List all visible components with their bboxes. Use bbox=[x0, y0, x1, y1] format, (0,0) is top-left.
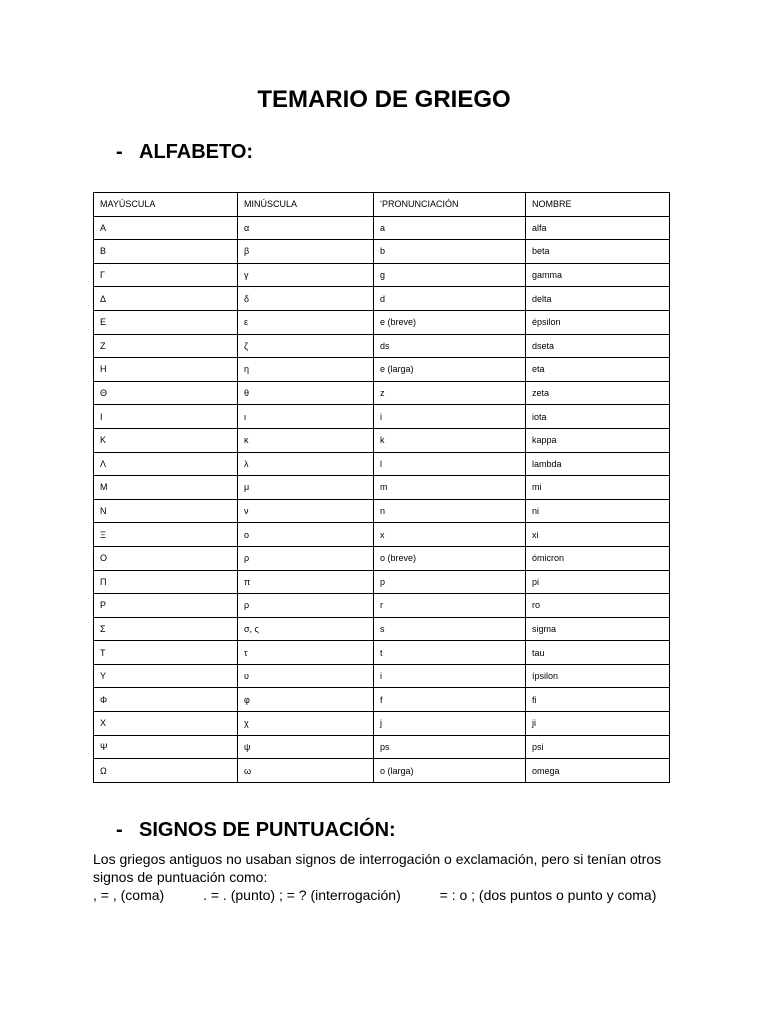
table-row bbox=[94, 546, 670, 570]
cell-minuscula: μ bbox=[238, 476, 374, 500]
cell-nombre: gamma bbox=[526, 263, 670, 287]
cell-pronunciacion: z bbox=[374, 381, 526, 405]
punctuation-signs-line: , = , (coma) . = . (punto) ; = ? (interrogación) = : o ; (dos puntos o punto y coma) bbox=[93, 887, 657, 903]
cell-minuscula: λ bbox=[238, 452, 374, 476]
cell-mayuscula: Β bbox=[94, 240, 238, 264]
table-row bbox=[94, 310, 670, 334]
cell-pronunciacion: r bbox=[374, 594, 526, 618]
table-row bbox=[94, 570, 670, 594]
table-header-row bbox=[94, 193, 670, 217]
cell-minuscula: χ bbox=[238, 712, 374, 736]
cell-mayuscula: Θ bbox=[94, 381, 238, 405]
cell-minuscula: δ bbox=[238, 287, 374, 311]
cell-mayuscula: Χ bbox=[94, 712, 238, 736]
cell-minuscula: φ bbox=[238, 688, 374, 712]
cell-pronunciacion: s bbox=[374, 617, 526, 641]
cell-minuscula: ε bbox=[238, 310, 374, 334]
table-row bbox=[94, 452, 670, 476]
cell-minuscula: ρ bbox=[238, 546, 374, 570]
heading-text: SIGNOS DE PUNTUACIÓN: bbox=[139, 819, 396, 841]
column-header-minuscula: MINÚSCULA bbox=[238, 193, 374, 217]
section-heading-puntuacion bbox=[116, 819, 396, 842]
cell-pronunciacion: m bbox=[374, 476, 526, 500]
greek-alphabet-table bbox=[93, 192, 670, 783]
cell-minuscula: ρ bbox=[238, 594, 374, 618]
table-row bbox=[94, 594, 670, 618]
cell-mayuscula: Κ bbox=[94, 428, 238, 452]
cell-minuscula: κ bbox=[238, 428, 374, 452]
cell-pronunciacion: k bbox=[374, 428, 526, 452]
cell-mayuscula: Ι bbox=[94, 405, 238, 429]
cell-minuscula: ζ bbox=[238, 334, 374, 358]
cell-minuscula: η bbox=[238, 358, 374, 382]
table-body bbox=[94, 216, 670, 782]
cell-pronunciacion: g bbox=[374, 263, 526, 287]
cell-pronunciacion: b bbox=[374, 240, 526, 264]
cell-nombre: fi bbox=[526, 688, 670, 712]
cell-mayuscula: Μ bbox=[94, 476, 238, 500]
heading-bullet: - bbox=[116, 819, 123, 841]
cell-minuscula: ω bbox=[238, 759, 374, 783]
table-row bbox=[94, 759, 670, 783]
table-row bbox=[94, 735, 670, 759]
table-row bbox=[94, 523, 670, 547]
cell-pronunciacion: o (breve) bbox=[374, 546, 526, 570]
table-row bbox=[94, 405, 670, 429]
cell-nombre: ípsilon bbox=[526, 664, 670, 688]
cell-mayuscula: Σ bbox=[94, 617, 238, 641]
cell-pronunciacion: j bbox=[374, 712, 526, 736]
cell-mayuscula: Δ bbox=[94, 287, 238, 311]
cell-mayuscula: Α bbox=[94, 216, 238, 240]
cell-nombre: ómicron bbox=[526, 546, 670, 570]
cell-minuscula: θ bbox=[238, 381, 374, 405]
cell-minuscula: α bbox=[238, 216, 374, 240]
cell-nombre: ji bbox=[526, 712, 670, 736]
cell-nombre: ro bbox=[526, 594, 670, 618]
cell-minuscula: υ bbox=[238, 664, 374, 688]
cell-pronunciacion: e (larga) bbox=[374, 358, 526, 382]
cell-mayuscula: Υ bbox=[94, 664, 238, 688]
table-row bbox=[94, 358, 670, 382]
cell-minuscula: τ bbox=[238, 641, 374, 665]
cell-nombre: ni bbox=[526, 499, 670, 523]
cell-pronunciacion: e (breve) bbox=[374, 310, 526, 334]
cell-minuscula: ι bbox=[238, 405, 374, 429]
cell-mayuscula: Φ bbox=[94, 688, 238, 712]
cell-mayuscula: Ζ bbox=[94, 334, 238, 358]
cell-pronunciacion: t bbox=[374, 641, 526, 665]
cell-pronunciacion: n bbox=[374, 499, 526, 523]
cell-nombre: xi bbox=[526, 523, 670, 547]
cell-pronunciacion: o (larga) bbox=[374, 759, 526, 783]
table-row bbox=[94, 688, 670, 712]
table-row bbox=[94, 617, 670, 641]
heading-text: ALFABETO: bbox=[139, 141, 254, 163]
heading-bullet: - bbox=[116, 141, 123, 163]
column-header-nombre: NOMBRE bbox=[526, 193, 670, 217]
cell-nombre: tau bbox=[526, 641, 670, 665]
cell-pronunciacion: l bbox=[374, 452, 526, 476]
cell-mayuscula: Τ bbox=[94, 641, 238, 665]
cell-minuscula: ο bbox=[238, 523, 374, 547]
cell-pronunciacion: d bbox=[374, 287, 526, 311]
table-row bbox=[94, 641, 670, 665]
cell-mayuscula: Η bbox=[94, 358, 238, 382]
table-row bbox=[94, 287, 670, 311]
cell-minuscula: ν bbox=[238, 499, 374, 523]
table-row bbox=[94, 263, 670, 287]
document-title: TEMARIO DE GRIEGO bbox=[257, 86, 511, 113]
cell-mayuscula: Ο bbox=[94, 546, 238, 570]
cell-nombre: sigma bbox=[526, 617, 670, 641]
cell-nombre: dseta bbox=[526, 334, 670, 358]
table-row bbox=[94, 499, 670, 523]
cell-pronunciacion: ds bbox=[374, 334, 526, 358]
cell-pronunciacion: x bbox=[374, 523, 526, 547]
cell-nombre: lambda bbox=[526, 452, 670, 476]
cell-nombre: alfa bbox=[526, 216, 670, 240]
cell-nombre: beta bbox=[526, 240, 670, 264]
cell-minuscula: σ, ς bbox=[238, 617, 374, 641]
cell-minuscula: π bbox=[238, 570, 374, 594]
cell-nombre: eta bbox=[526, 358, 670, 382]
cell-mayuscula: Γ bbox=[94, 263, 238, 287]
cell-nombre: épsilon bbox=[526, 310, 670, 334]
cell-mayuscula: Ψ bbox=[94, 735, 238, 759]
cell-mayuscula: Λ bbox=[94, 452, 238, 476]
cell-minuscula: β bbox=[238, 240, 374, 264]
table-row bbox=[94, 381, 670, 405]
cell-pronunciacion: ps bbox=[374, 735, 526, 759]
cell-nombre: iota bbox=[526, 405, 670, 429]
cell-mayuscula: Ν bbox=[94, 499, 238, 523]
cell-nombre: pi bbox=[526, 570, 670, 594]
cell-mayuscula: Ω bbox=[94, 759, 238, 783]
cell-mayuscula: Ξ bbox=[94, 523, 238, 547]
cell-nombre: omega bbox=[526, 759, 670, 783]
column-header-mayuscula: MAYÚSCULA bbox=[94, 193, 238, 217]
cell-pronunciacion: a bbox=[374, 216, 526, 240]
table-row bbox=[94, 664, 670, 688]
cell-pronunciacion: f bbox=[374, 688, 526, 712]
table-row bbox=[94, 476, 670, 500]
table-row bbox=[94, 428, 670, 452]
cell-nombre: delta bbox=[526, 287, 670, 311]
cell-mayuscula: Ε bbox=[94, 310, 238, 334]
table-row bbox=[94, 216, 670, 240]
cell-nombre: psi bbox=[526, 735, 670, 759]
table-row bbox=[94, 334, 670, 358]
cell-minuscula: ψ bbox=[238, 735, 374, 759]
cell-pronunciacion: p bbox=[374, 570, 526, 594]
punctuation-intro-paragraph: Los griegos antiguos no usaban signos de interrogación o exclamación, pero si tenían otros signos de puntuación como: bbox=[93, 851, 662, 885]
table-row bbox=[94, 240, 670, 264]
cell-pronunciacion: i bbox=[374, 664, 526, 688]
cell-nombre: mi bbox=[526, 476, 670, 500]
cell-minuscula: γ bbox=[238, 263, 374, 287]
cell-nombre: zeta bbox=[526, 381, 670, 405]
column-header-pronunciacion: ‘PRONUNCIACIÓN bbox=[374, 193, 526, 217]
cell-mayuscula: Ρ bbox=[94, 594, 238, 618]
table-row bbox=[94, 712, 670, 736]
cell-pronunciacion: i bbox=[374, 405, 526, 429]
cell-nombre: kappa bbox=[526, 428, 670, 452]
cell-mayuscula: Π bbox=[94, 570, 238, 594]
section-heading-alfabeto bbox=[116, 141, 253, 164]
